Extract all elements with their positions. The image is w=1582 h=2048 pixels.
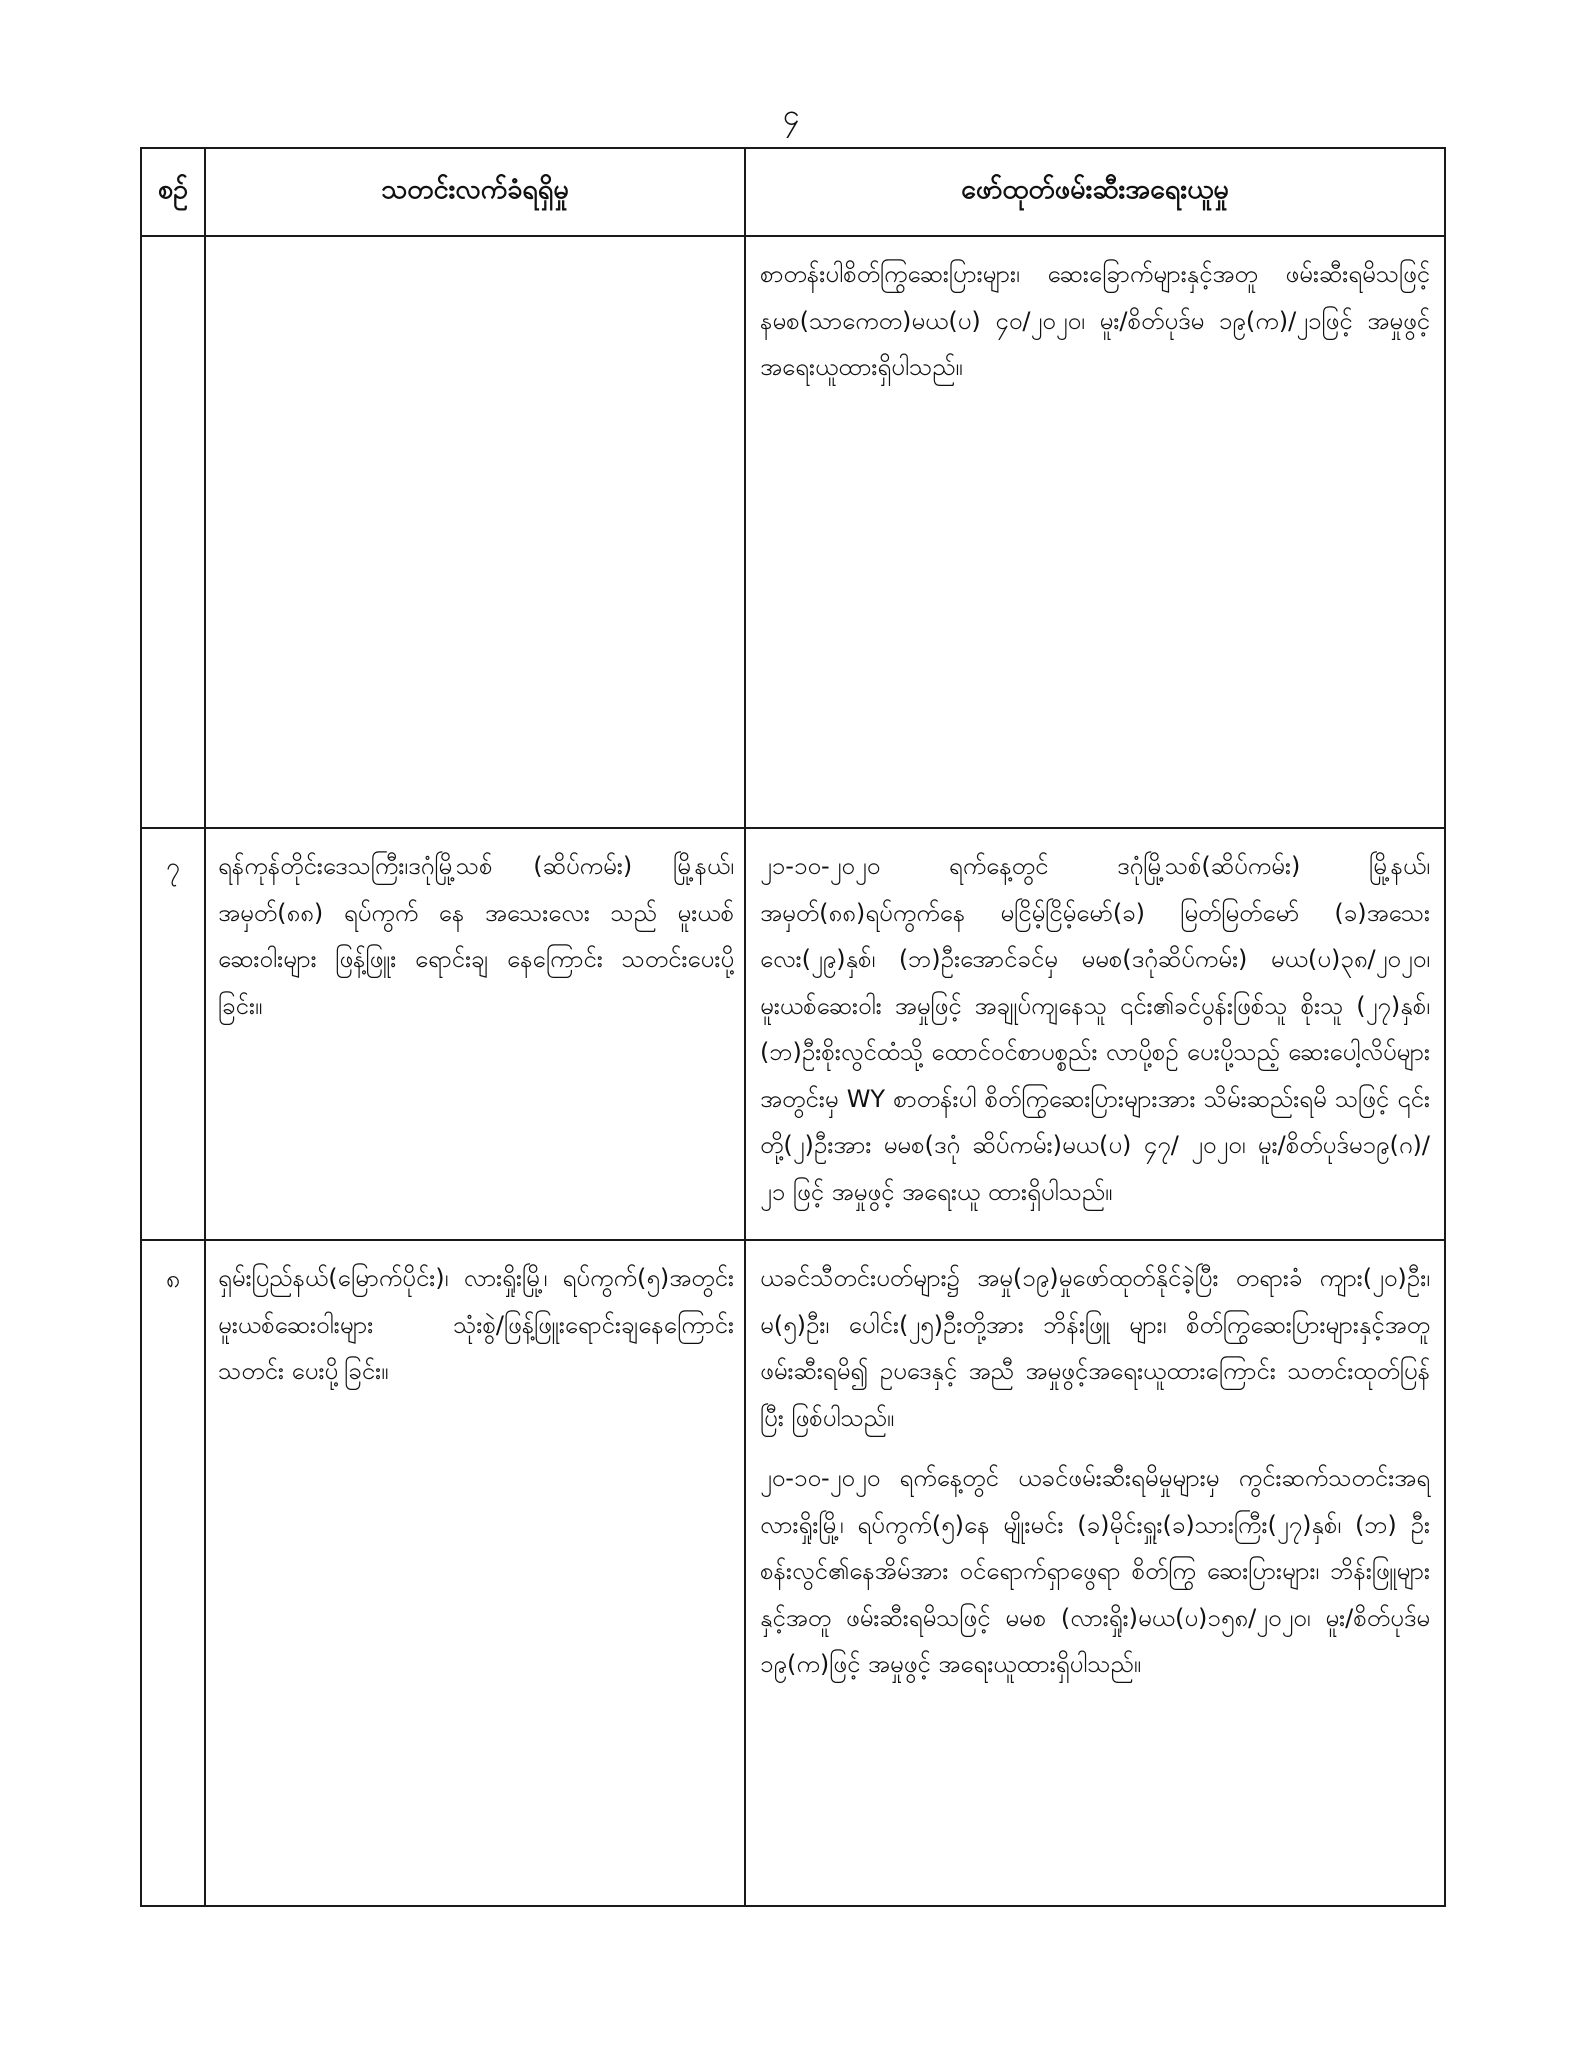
table-row bbox=[141, 236, 1445, 828]
serial-cell bbox=[141, 236, 205, 828]
action-cell bbox=[745, 236, 1445, 828]
action-paragraph: စာတန်းပါစိတ်ကြွဆေးပြားများ၊ ဆေးခြောက်များနှင့်အတူ ဖမ်းဆီးရမိသဖြင့် နမစ(သာကေတ)မယ(ပ) ၄၀/၂၀၂၀၊ မူး/စိတ်ပုဒ်မ ၁၉(က)/၂၁ဖြင့် အမှုဖွင့်အရေးယူထားရှိပါသည်။ bbox=[760, 260, 1430, 381]
information-cell: ရန်ကုန်တိုင်းဒေသကြီး၊ဒဂုံမြို့သစ် (ဆိပ်ကမ်း) မြို့နယ်၊အမှတ်(၈၈) ရပ်ကွက် နေ အသေးလေး သည် မူးယစ်ဆေးဝါးများ ဖြန့်ဖြူး ရောင်းချ နေကြောင်း သတင်းပေးပို့ခြင်း။ bbox=[205, 828, 745, 1240]
page-number: ၄ bbox=[782, 98, 800, 133]
header-information-received: သတင်းလက်ခံရရှိမှု bbox=[205, 148, 745, 236]
information-cell: ရှမ်းပြည်နယ်(မြောက်ပိုင်း)၊ လားရှိုးမြို့၊ ရပ်ကွက်(၅)အတွင်း မူးယစ်ဆေးဝါးများ သုံးစွဲ/ဖြန့်ဖြူးရောင်းချနေကြောင်း သတင်း ပေးပို့ခြင်း။ bbox=[205, 1240, 745, 1906]
action-cell bbox=[745, 828, 1445, 1240]
serial-cell: ၇ bbox=[141, 828, 205, 1240]
table-row bbox=[141, 1240, 1445, 1906]
table-row bbox=[141, 828, 1445, 1240]
header-serial: စဉ် bbox=[141, 148, 205, 236]
report-table bbox=[140, 147, 1446, 1907]
action-cell bbox=[745, 1240, 1445, 1906]
action-paragraph: ၂၁-၁၀-၂၀၂၀ ရက်နေ့တွင် ဒဂုံမြို့သစ်(ဆိပ်ကမ်း) မြို့နယ်၊ အမှတ်(၈၈)ရပ်ကွက်နေ မငြိမ့်ငြိမ့်မော်(ခ) မြတ်မြတ်မော် (ခ)အသေးလေး(၂၉)နှစ်၊ (ဘ)ဦးအောင်ခင်မှ မမစ(ဒဂုံဆိပ်ကမ်း) မယ(ပ)၃၈/၂၀၂၀၊ မူးယစ်ဆေးဝါး အမှုဖြင့် အချုပ်ကျနေသူ ၎င်း၏ခင်ပွန်းဖြစ်သူ စိုးသူ (၂၇)နှစ်၊ (ဘ)ဦးစိုးလွင်ထံသို့ ထောင်ဝင်စာပစ္စည်း လာပို့စဉ် ပေးပို့သည့် ဆေးပေါ့လိပ်များအတွင်းမှ WY စာတန်းပါ စိတ်ကြွဆေးပြားများအား သိမ်းဆည်းရမိ သဖြင့် ၎င်းတို့(၂)ဦးအား မမစ(ဒဂုံ ဆိပ်ကမ်း)မယ(ပ) ၄၇/ ၂၀၂၀၊ မူး/စိတ်ပုဒ်မ၁၉(ဂ)/၂၁ ဖြင့် အမှုဖွင့် အရေးယူ ထားရှိပါသည်။ bbox=[760, 852, 1430, 1206]
action-paragraph: ၂၀-၁၀-၂၀၂၀ ရက်နေ့တွင် ယခင်ဖမ်းဆီးရမိမှုများမှ ကွင်းဆက်သတင်းအရ လားရှိုးမြို့၊ ရပ်ကွက်(၅)နေ မျိုးမင်း (ခ)မိုင်းရှူး(ခ)သားကြီး(၂၇)နှစ်၊ (ဘ) ဦးစန်းလွင်၏နေအိမ်အား ဝင်ရောက်ရှာဖွေရာ စိတ်ကြွ ဆေးပြားများ၊ ဘိန်းဖြူများနှင့်အတူ ဖမ်းဆီးရမိသဖြင့် မမစ (လားရှိုး)မယ(ပ)၁၅၈/၂၀၂၀၊ မူး/စိတ်ပုဒ်မ ၁၉(က)ဖြင့် အမှုဖွင့် အရေးယူထားရှိပါသည်။ bbox=[760, 1464, 1430, 1678]
information-cell bbox=[205, 236, 745, 828]
action-paragraph: ယခင်သီတင်းပတ်များ၌ အမှု(၁၉)မှုဖော်ထုတ်နိုင်ခဲ့ပြီး တရားခံ ကျား(၂၀)ဦး၊ မ(၅)ဦး၊ ပေါင်း(၂၅)ဦးတို့အား ဘိန်းဖြူ များ၊ စိတ်ကြွဆေးပြားများနှင့်အတူ ဖမ်းဆီးရမိ၍ ဥပဒေနှင့် အညီ အမှုဖွင့်အရေးယူထားကြောင်း သတင်းထုတ်ပြန်ပြီး ဖြစ်ပါသည်။ bbox=[760, 1264, 1430, 1432]
serial-cell: ၈ bbox=[141, 1240, 205, 1906]
table-header-row bbox=[141, 148, 1445, 236]
header-action-taken: ဖော်ထုတ်ဖမ်းဆီးအရေးယူမှု bbox=[745, 148, 1445, 236]
